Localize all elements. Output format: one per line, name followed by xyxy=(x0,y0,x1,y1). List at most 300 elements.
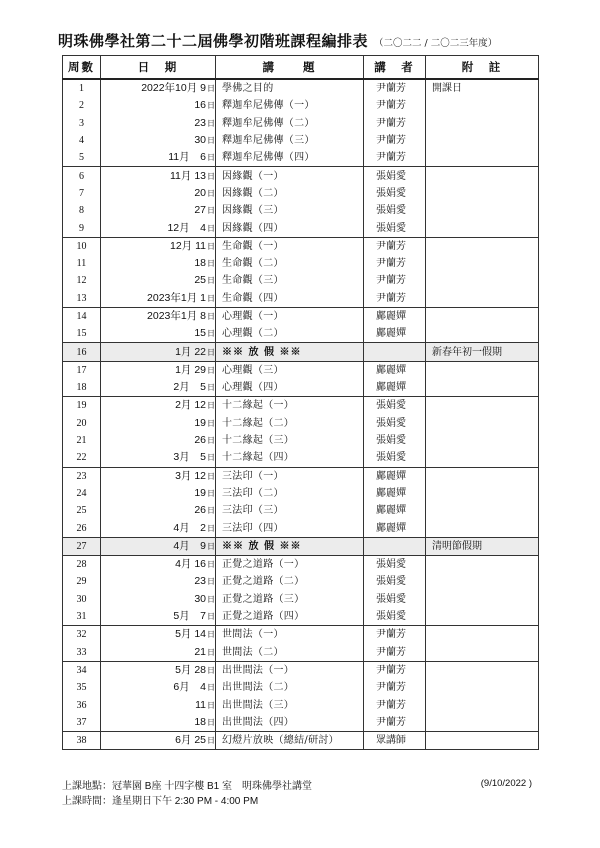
topic-cell: 十二緣起（三） xyxy=(216,432,364,449)
date-suffix: 日 xyxy=(207,506,215,516)
header-note: 附 註 xyxy=(426,56,539,80)
table-row xyxy=(63,591,539,608)
speaker-cell: 鄺麗嬋 xyxy=(364,379,426,397)
topic-cell: 因緣觀（一） xyxy=(216,167,364,185)
topic-cell: 出世間法（四） xyxy=(216,714,364,732)
speaker-cell: 尹蘭芳 xyxy=(364,679,426,696)
week-cell: 25 xyxy=(63,502,101,519)
topic-cell: 生命觀（四） xyxy=(216,290,364,308)
topic-cell: 正覺之道路（三） xyxy=(216,591,364,608)
date-suffix: 日 xyxy=(207,329,215,339)
topic-cell: 出世間法（一） xyxy=(216,661,364,679)
topic-cell: 出世間法（二） xyxy=(216,679,364,696)
table-row xyxy=(63,397,539,415)
date-cell xyxy=(101,696,216,713)
table-row xyxy=(63,167,539,185)
date-suffix: 日 xyxy=(207,436,215,446)
speaker-cell: 尹蘭芳 xyxy=(364,696,426,713)
date-cell xyxy=(101,679,216,696)
date-cell xyxy=(101,255,216,272)
date-cell xyxy=(101,502,216,519)
week-cell: 34 xyxy=(63,661,101,679)
date-value: 16 xyxy=(194,99,206,112)
week-cell: 10 xyxy=(63,237,101,255)
date-cell xyxy=(101,573,216,590)
table-row xyxy=(63,219,539,237)
table-row xyxy=(63,467,539,485)
note-cell xyxy=(426,644,539,662)
topic-cell: 心理觀（一） xyxy=(216,307,364,325)
date-value: 4月 16 xyxy=(175,558,206,571)
week-cell: 7 xyxy=(63,185,101,202)
speaker-cell xyxy=(364,343,426,361)
note-cell xyxy=(426,115,539,132)
table-row xyxy=(63,485,539,502)
date-cell xyxy=(101,449,216,467)
note-cell xyxy=(426,132,539,149)
topic-cell: 生命觀（二） xyxy=(216,255,364,272)
table-row xyxy=(63,132,539,149)
date-value: 20 xyxy=(194,186,206,199)
date-value: 23 xyxy=(194,575,206,588)
week-cell: 20 xyxy=(63,415,101,432)
speaker-cell: 張娟愛 xyxy=(364,449,426,467)
date-value: 11月 13 xyxy=(170,169,206,182)
date-cell xyxy=(101,237,216,255)
date-suffix: 日 xyxy=(207,647,215,657)
date-value: 19 xyxy=(194,416,206,429)
topic-cell: 因緣觀（三） xyxy=(216,202,364,219)
date-cell xyxy=(101,519,216,537)
note-cell xyxy=(426,432,539,449)
speaker-cell: 尹蘭芳 xyxy=(364,626,426,644)
table-row xyxy=(63,519,539,537)
date-suffix: 日 xyxy=(207,136,215,146)
table-row xyxy=(63,415,539,432)
week-cell: 36 xyxy=(63,696,101,713)
date-cell xyxy=(101,325,216,343)
date-value: 30 xyxy=(194,592,206,605)
speaker-cell: 尹蘭芳 xyxy=(364,255,426,272)
date-suffix: 日 xyxy=(207,630,215,640)
date-cell xyxy=(101,661,216,679)
week-cell: 1 xyxy=(63,79,101,97)
date-suffix: 日 xyxy=(207,259,215,269)
speaker-cell: 張娟愛 xyxy=(364,415,426,432)
date-value: 25 xyxy=(194,274,206,287)
date-value: 2022年10月 9 xyxy=(141,82,206,95)
date-suffix: 日 xyxy=(207,523,215,533)
table-row xyxy=(63,714,539,732)
note-cell: 新春年初一假期 xyxy=(426,343,539,361)
date-value: 1月 29 xyxy=(175,363,206,376)
header-topic: 講 題 xyxy=(216,56,364,80)
week-cell: 9 xyxy=(63,219,101,237)
week-cell: 22 xyxy=(63,449,101,467)
note-cell xyxy=(426,379,539,397)
note-cell xyxy=(426,290,539,308)
topic-cell: 三法印（二） xyxy=(216,485,364,502)
date-suffix: 日 xyxy=(207,418,215,428)
speaker-cell: 鄺麗嬋 xyxy=(364,307,426,325)
speaker-cell: 尹蘭芳 xyxy=(364,132,426,149)
week-cell: 18 xyxy=(63,379,101,397)
note-cell xyxy=(426,149,539,167)
note-cell xyxy=(426,449,539,467)
date-suffix: 日 xyxy=(207,118,215,128)
week-cell: 16 xyxy=(63,343,101,361)
date-cell xyxy=(101,149,216,167)
date-cell xyxy=(101,397,216,415)
table-row xyxy=(63,449,539,467)
date-cell xyxy=(101,202,216,219)
table-row xyxy=(63,502,539,519)
date-cell xyxy=(101,272,216,289)
note-cell xyxy=(426,219,539,237)
date-suffix: 日 xyxy=(207,293,215,303)
speaker-cell: 鄺麗嬋 xyxy=(364,519,426,537)
date-cell xyxy=(101,714,216,732)
week-cell: 30 xyxy=(63,591,101,608)
date-cell xyxy=(101,731,216,749)
date-suffix: 日 xyxy=(207,312,215,321)
date-value: 3月 12 xyxy=(175,469,206,482)
date-value: 6月 4 xyxy=(173,681,206,694)
topic-cell: 正覺之道路（四） xyxy=(216,608,364,626)
topic-cell: 釋迦牟尼佛傳（二） xyxy=(216,115,364,132)
topic-cell: 釋迦牟尼佛傳（三） xyxy=(216,132,364,149)
speaker-cell: 鄺麗嬋 xyxy=(364,325,426,343)
note-cell xyxy=(426,696,539,713)
note-cell: 開課日 xyxy=(426,79,539,97)
topic-cell: 因緣觀（四） xyxy=(216,219,364,237)
topic-cell: ※※ 放 假 ※※ xyxy=(216,537,364,555)
table-row xyxy=(63,556,539,574)
date-value: 11月 6 xyxy=(168,151,206,164)
note-cell xyxy=(426,415,539,432)
week-cell: 31 xyxy=(63,608,101,626)
note-cell xyxy=(426,591,539,608)
week-cell: 12 xyxy=(63,272,101,289)
speaker-cell: 鄺麗嬋 xyxy=(364,485,426,502)
date-cell xyxy=(101,432,216,449)
date-cell xyxy=(101,307,216,325)
date-cell xyxy=(101,97,216,114)
date-suffix: 日 xyxy=(207,347,215,357)
date-cell xyxy=(101,185,216,202)
note-cell xyxy=(426,556,539,574)
date-suffix: 日 xyxy=(207,276,215,286)
speaker-cell: 尹蘭芳 xyxy=(364,272,426,289)
date-value: 4月 2 xyxy=(173,521,206,534)
note-cell xyxy=(426,714,539,732)
note-cell xyxy=(426,679,539,696)
date-value: 2月 12 xyxy=(175,399,206,412)
date-value: 26 xyxy=(194,434,206,447)
date-suffix: 日 xyxy=(207,223,215,233)
speaker-cell: 張娟愛 xyxy=(364,608,426,626)
table-row xyxy=(63,149,539,167)
note-cell xyxy=(426,485,539,502)
date-suffix: 日 xyxy=(207,453,215,463)
week-cell: 15 xyxy=(63,325,101,343)
topic-cell: 十二緣起（二） xyxy=(216,415,364,432)
topic-cell: 世間法（一） xyxy=(216,626,364,644)
note-cell xyxy=(426,185,539,202)
note-cell xyxy=(426,608,539,626)
date-value: 11 xyxy=(195,698,206,711)
date-suffix: 日 xyxy=(207,401,215,411)
date-cell xyxy=(101,79,216,97)
week-cell: 37 xyxy=(63,714,101,732)
week-cell: 11 xyxy=(63,255,101,272)
topic-cell: 心理觀（二） xyxy=(216,325,364,343)
date-value: 12月 4 xyxy=(167,221,206,234)
table-row xyxy=(63,608,539,626)
note-cell: 清明節假期 xyxy=(426,537,539,555)
speaker-cell: 張娟愛 xyxy=(364,432,426,449)
speaker-cell: 張娟愛 xyxy=(364,556,426,574)
note-cell xyxy=(426,502,539,519)
speaker-cell: 張娟愛 xyxy=(364,573,426,590)
note-cell xyxy=(426,661,539,679)
table-row xyxy=(63,343,539,361)
table-row xyxy=(63,537,539,555)
table-row xyxy=(63,361,539,379)
note-cell xyxy=(426,626,539,644)
speaker-cell: 尹蘭芳 xyxy=(364,237,426,255)
note-cell xyxy=(426,573,539,590)
week-cell: 6 xyxy=(63,167,101,185)
week-cell: 26 xyxy=(63,519,101,537)
speaker-cell: 鄺麗嬋 xyxy=(364,502,426,519)
date-value: 3月 5 xyxy=(173,451,206,464)
speaker-cell: 尹蘭芳 xyxy=(364,644,426,662)
date-cell xyxy=(101,379,216,397)
topic-cell: 十二緣起（一） xyxy=(216,397,364,415)
date-suffix: 日 xyxy=(207,577,215,587)
table-row xyxy=(63,731,539,749)
date-cell xyxy=(101,626,216,644)
table-row xyxy=(63,573,539,590)
table-row xyxy=(63,255,539,272)
table-row xyxy=(63,679,539,696)
title-main: 明珠佛學社第二十二屆佛學初階班課程編排表 xyxy=(58,32,369,50)
topic-cell: 生命觀（三） xyxy=(216,272,364,289)
date-cell xyxy=(101,591,216,608)
table-row xyxy=(63,237,539,255)
date-value: 4月 9 xyxy=(173,539,206,552)
topic-cell: 釋迦牟尼佛傳（四） xyxy=(216,149,364,167)
speaker-cell: 尹蘭芳 xyxy=(364,661,426,679)
topic-cell: 三法印（四） xyxy=(216,519,364,537)
table-row xyxy=(63,272,539,289)
week-cell: 4 xyxy=(63,132,101,149)
week-cell: 28 xyxy=(63,556,101,574)
date-value: 2023年1月 1 xyxy=(147,291,206,304)
table-row xyxy=(63,97,539,114)
date-value: 12月 11 xyxy=(170,239,206,252)
speaker-cell: 張娟愛 xyxy=(364,591,426,608)
table-row xyxy=(63,307,539,325)
date-suffix: 日 xyxy=(207,612,215,622)
date-cell xyxy=(101,644,216,662)
week-cell: 24 xyxy=(63,485,101,502)
note-cell xyxy=(426,397,539,415)
table-row xyxy=(63,202,539,219)
date-cell xyxy=(101,167,216,185)
date-suffix: 日 xyxy=(207,471,215,481)
week-cell: 5 xyxy=(63,149,101,167)
date-suffix: 日 xyxy=(207,594,215,604)
date-value: 5月 7 xyxy=(173,610,206,623)
speaker-cell: 張娟愛 xyxy=(364,397,426,415)
header-week: 周數 xyxy=(63,56,101,80)
note-cell xyxy=(426,307,539,325)
date-suffix: 日 xyxy=(207,101,215,111)
week-cell: 13 xyxy=(63,290,101,308)
week-cell: 38 xyxy=(63,731,101,749)
week-cell: 27 xyxy=(63,537,101,555)
date-cell xyxy=(101,415,216,432)
speaker-cell: 張娟愛 xyxy=(364,219,426,237)
topic-cell: 出世間法（三） xyxy=(216,696,364,713)
topic-cell: 生命觀（一） xyxy=(216,237,364,255)
date-value: 27 xyxy=(194,204,206,217)
note-cell xyxy=(426,519,539,537)
date-suffix: 日 xyxy=(207,383,215,393)
week-cell: 23 xyxy=(63,467,101,485)
table-body xyxy=(63,79,539,750)
topic-cell: 正覺之道路（一） xyxy=(216,556,364,574)
note-cell xyxy=(426,255,539,272)
week-cell: 32 xyxy=(63,626,101,644)
topic-cell: 十二緣起（四） xyxy=(216,449,364,467)
date-suffix: 日 xyxy=(207,700,215,710)
table-row xyxy=(63,432,539,449)
date-value: 5月 14 xyxy=(175,628,206,641)
speaker-cell: 尹蘭芳 xyxy=(364,149,426,167)
footer-time: 上課時間：逢星期日下午 2:30 PM - 4:00 PM xyxy=(62,796,259,807)
topic-cell: ※※ 放 假 ※※ xyxy=(216,343,364,361)
date-suffix: 日 xyxy=(207,560,215,570)
note-cell xyxy=(426,467,539,485)
speaker-cell: 鄺麗嬋 xyxy=(364,361,426,379)
date-cell xyxy=(101,132,216,149)
date-cell xyxy=(101,219,216,237)
week-cell: 3 xyxy=(63,115,101,132)
speaker-cell: 尹蘭芳 xyxy=(364,290,426,308)
date-suffix: 日 xyxy=(207,153,215,163)
date-value: 21 xyxy=(194,645,206,658)
table-row xyxy=(63,379,539,397)
table-row xyxy=(63,290,539,308)
note-cell xyxy=(426,167,539,185)
date-cell xyxy=(101,343,216,361)
speaker-cell: 尹蘭芳 xyxy=(364,97,426,114)
topic-cell: 心理觀（三） xyxy=(216,361,364,379)
date-value: 5月 28 xyxy=(175,663,206,676)
schedule-table xyxy=(62,55,539,750)
date-value: 18 xyxy=(194,257,206,270)
week-cell: 21 xyxy=(63,432,101,449)
topic-cell: 學佛之目的 xyxy=(216,79,364,97)
note-cell xyxy=(426,272,539,289)
date-cell xyxy=(101,608,216,626)
date-cell xyxy=(101,361,216,379)
table-row xyxy=(63,185,539,202)
date-value: 23 xyxy=(194,116,206,129)
speaker-cell xyxy=(364,537,426,555)
table-header-row xyxy=(63,56,539,80)
note-cell xyxy=(426,731,539,749)
topic-cell: 釋迦牟尼佛傳（一） xyxy=(216,97,364,114)
date-suffix: 日 xyxy=(207,683,215,693)
date-suffix: 日 xyxy=(207,488,215,498)
speaker-cell: 尹蘭芳 xyxy=(364,79,426,97)
header-date: 日 期 xyxy=(101,56,216,80)
date-value: 18 xyxy=(194,715,206,728)
week-cell: 14 xyxy=(63,307,101,325)
table-row xyxy=(63,626,539,644)
date-suffix: 日 xyxy=(207,84,215,94)
speaker-cell: 尹蘭芳 xyxy=(364,115,426,132)
topic-cell: 正覺之道路（二） xyxy=(216,573,364,590)
date-suffix: 日 xyxy=(207,171,215,181)
table-row xyxy=(63,115,539,132)
date-suffix: 日 xyxy=(207,541,215,551)
speaker-cell: 張娟愛 xyxy=(364,185,426,202)
date-suffix: 日 xyxy=(207,241,215,251)
topic-cell: 世間法（二） xyxy=(216,644,364,662)
date-value: 30 xyxy=(194,134,206,147)
date-value: 15 xyxy=(194,327,206,340)
week-cell: 8 xyxy=(63,202,101,219)
note-cell xyxy=(426,97,539,114)
speaker-cell: 鄺麗嬋 xyxy=(364,467,426,485)
date-suffix: 日 xyxy=(207,188,215,198)
speaker-cell: 尹蘭芳 xyxy=(364,714,426,732)
week-cell: 35 xyxy=(63,679,101,696)
date-suffix: 日 xyxy=(207,717,215,727)
topic-cell: 三法印（一） xyxy=(216,467,364,485)
speaker-cell: 張娟愛 xyxy=(364,167,426,185)
topic-cell: 心理觀（四） xyxy=(216,379,364,397)
topic-cell: 幻燈片放映（總結/研討） xyxy=(216,731,364,749)
note-cell xyxy=(426,361,539,379)
page-title xyxy=(58,30,578,52)
footer-issue-date: (9/10/2022 ) xyxy=(480,778,532,789)
speaker-cell: 眾講師 xyxy=(364,731,426,749)
week-cell: 2 xyxy=(63,97,101,114)
week-cell: 19 xyxy=(63,397,101,415)
table-row xyxy=(63,696,539,713)
speaker-cell: 張娟愛 xyxy=(364,202,426,219)
date-value: 26 xyxy=(194,504,206,517)
date-suffix: 日 xyxy=(207,365,215,375)
date-value: 19 xyxy=(194,486,206,499)
title-year: （二〇二二 / 二〇二三年度） xyxy=(374,38,498,49)
table-row xyxy=(63,644,539,662)
date-cell xyxy=(101,290,216,308)
date-value: 2月 5 xyxy=(173,381,206,394)
week-cell: 29 xyxy=(63,573,101,590)
date-cell xyxy=(101,115,216,132)
table-row xyxy=(63,661,539,679)
table-row xyxy=(63,325,539,343)
date-suffix: 日 xyxy=(207,206,215,216)
note-cell xyxy=(426,237,539,255)
